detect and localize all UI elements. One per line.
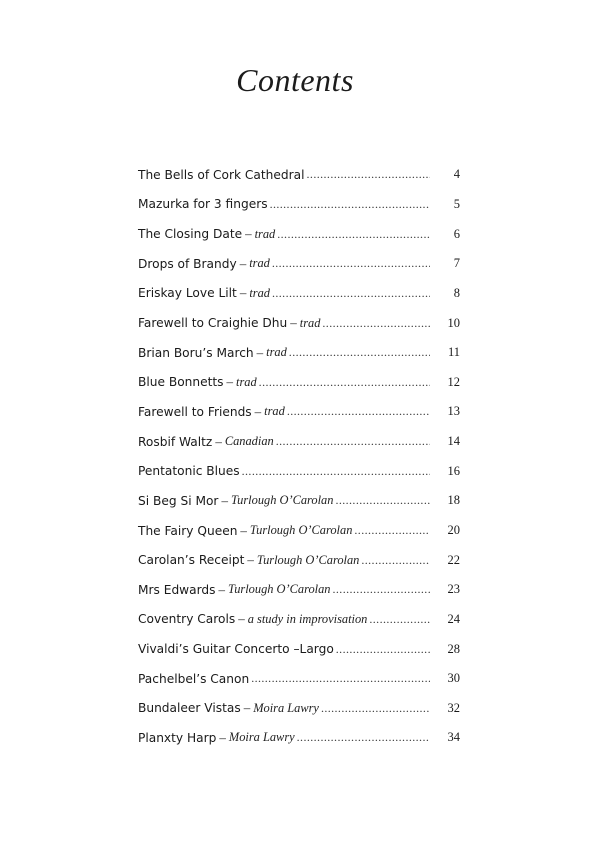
table-of-contents	[138, 160, 460, 753]
toc-entry	[138, 219, 460, 249]
dot-leader	[251, 671, 430, 686]
entry-separator: –	[240, 522, 247, 538]
entry-page-number: 20	[447, 523, 460, 537]
entry-page-number: 28	[447, 641, 460, 656]
toc-entry	[138, 190, 460, 220]
entry-separator: –	[239, 285, 247, 301]
entry-title: The Fairy Queen	[138, 523, 238, 538]
entry-title: Vivaldi’s Guitar Concerto –Largo	[138, 642, 334, 657]
entry-credit: Turlough O’Carolan	[228, 582, 331, 597]
toc-entry	[138, 664, 460, 694]
entry-credit: trad	[264, 404, 285, 419]
dot-leader	[321, 701, 430, 716]
entry-title: Bundaleer Vistas	[138, 701, 241, 716]
dot-leader	[307, 167, 430, 182]
entry-page-number: 13	[447, 404, 460, 419]
dot-leader	[272, 256, 430, 271]
entry-page-number: 4	[453, 167, 460, 182]
entry-title: Pachelbel’s Canon	[138, 671, 250, 686]
entry-title: Farewell to Friends	[138, 404, 252, 419]
entry-page-number: 14	[447, 434, 460, 449]
entry-title: Farewell to Craighie Dhu	[138, 316, 288, 331]
entry-page-number: 23	[447, 582, 460, 597]
entry-credit: trad	[236, 374, 257, 389]
toc-entry	[138, 605, 460, 635]
toc-entry	[138, 694, 460, 724]
dot-leader	[272, 286, 430, 301]
entry-credit: trad	[249, 285, 270, 300]
entry-separator: –	[254, 403, 262, 419]
dot-leader	[361, 553, 430, 568]
entry-credit: trad	[249, 256, 270, 271]
entry-title: Brian Boru’s March	[138, 345, 254, 360]
toc-entry	[138, 308, 460, 338]
toc-entry	[138, 516, 460, 546]
toc-entry	[138, 338, 460, 368]
entry-credit: Canadian	[224, 434, 274, 449]
toc-entry	[138, 456, 460, 486]
toc-entry	[138, 160, 460, 190]
entry-title: Si Beg Si Mor	[138, 493, 219, 508]
dot-leader	[277, 227, 430, 242]
entry-page-number: 24	[447, 611, 460, 626]
entry-credit: Turlough O’Carolan	[230, 493, 334, 508]
toc-entry	[138, 545, 460, 575]
dot-leader	[354, 523, 430, 538]
entry-title: Carolan’s Receipt	[138, 553, 245, 568]
toc-entry	[138, 367, 460, 397]
entry-title: Mrs Edwards	[138, 582, 216, 597]
entry-credit: trad	[254, 226, 276, 241]
entry-separator: –	[219, 729, 226, 745]
entry-page-number: 30	[447, 671, 460, 686]
entry-page-number: 5	[453, 196, 460, 211]
dot-leader	[333, 582, 431, 597]
toc-entry	[138, 397, 460, 427]
dot-leader	[297, 730, 430, 745]
dot-leader	[287, 404, 430, 419]
entry-title: Blue Bonnetts	[138, 375, 224, 390]
entry-title: Planxty Harp	[138, 730, 217, 745]
entry-title: The Closing Date	[138, 227, 243, 242]
dot-leader	[369, 612, 430, 627]
entry-page-number: 11	[447, 345, 460, 360]
entry-separator: –	[238, 611, 245, 627]
entry-credit: Turlough O’Carolan	[256, 552, 360, 567]
dot-leader	[270, 197, 430, 212]
dot-leader	[289, 345, 430, 360]
toc-entry	[138, 486, 460, 516]
toc-entry	[138, 279, 460, 309]
entry-credit: Turlough O’Carolan	[249, 523, 353, 537]
entry-title: Drops of Brandy	[138, 256, 237, 271]
entry-page-number: 10	[447, 315, 460, 330]
entry-credit: a study in improvisation	[247, 611, 368, 626]
toc-entry	[138, 575, 460, 605]
entry-credit: Moira Lawry	[228, 730, 295, 745]
entry-credit: trad	[266, 345, 287, 360]
entry-page-number: 16	[447, 463, 460, 478]
entry-separator: –	[243, 700, 251, 716]
entry-page-number: 32	[447, 700, 460, 715]
entry-page-number: 7	[453, 256, 460, 271]
entry-title: Coventry Carols	[138, 612, 236, 627]
entry-credit: trad	[299, 315, 321, 330]
dot-leader	[322, 316, 430, 331]
entry-title: Pentatonic Blues	[138, 464, 240, 479]
page-title: Contents	[236, 62, 354, 98]
entry-title: Rosbif Waltz	[138, 434, 213, 449]
toc-entry	[138, 723, 460, 753]
entry-page-number: 18	[447, 493, 460, 508]
toc-entry	[138, 249, 460, 279]
entry-title: The Bells of Cork Cathedral	[138, 167, 305, 182]
entry-credit: Moira Lawry	[253, 700, 319, 715]
entry-title: Eriskay Love Lilt	[138, 286, 237, 301]
dot-leader	[242, 464, 430, 479]
entry-separator: –	[226, 374, 234, 390]
dot-leader	[336, 642, 430, 657]
dot-leader	[276, 434, 430, 449]
toc-entry	[138, 634, 460, 664]
entry-separator: –	[290, 315, 297, 331]
dot-leader	[335, 493, 430, 508]
entry-separator: –	[218, 581, 226, 597]
entry-page-number: 6	[453, 226, 460, 241]
entry-separator: –	[215, 433, 222, 449]
entry-separator: –	[247, 552, 254, 568]
entry-page-number: 34	[447, 730, 460, 745]
entry-page-number: 12	[447, 374, 460, 389]
entry-separator: –	[239, 255, 247, 271]
dot-leader	[259, 375, 430, 390]
entry-page-number: 8	[453, 285, 460, 300]
entry-title: Mazurka for 3 fingers	[138, 197, 268, 212]
entry-page-number: 22	[447, 552, 460, 567]
entry-separator: –	[245, 226, 252, 242]
entry-separator: –	[221, 492, 228, 508]
entry-separator: –	[256, 344, 264, 360]
toc-entry	[138, 427, 460, 457]
